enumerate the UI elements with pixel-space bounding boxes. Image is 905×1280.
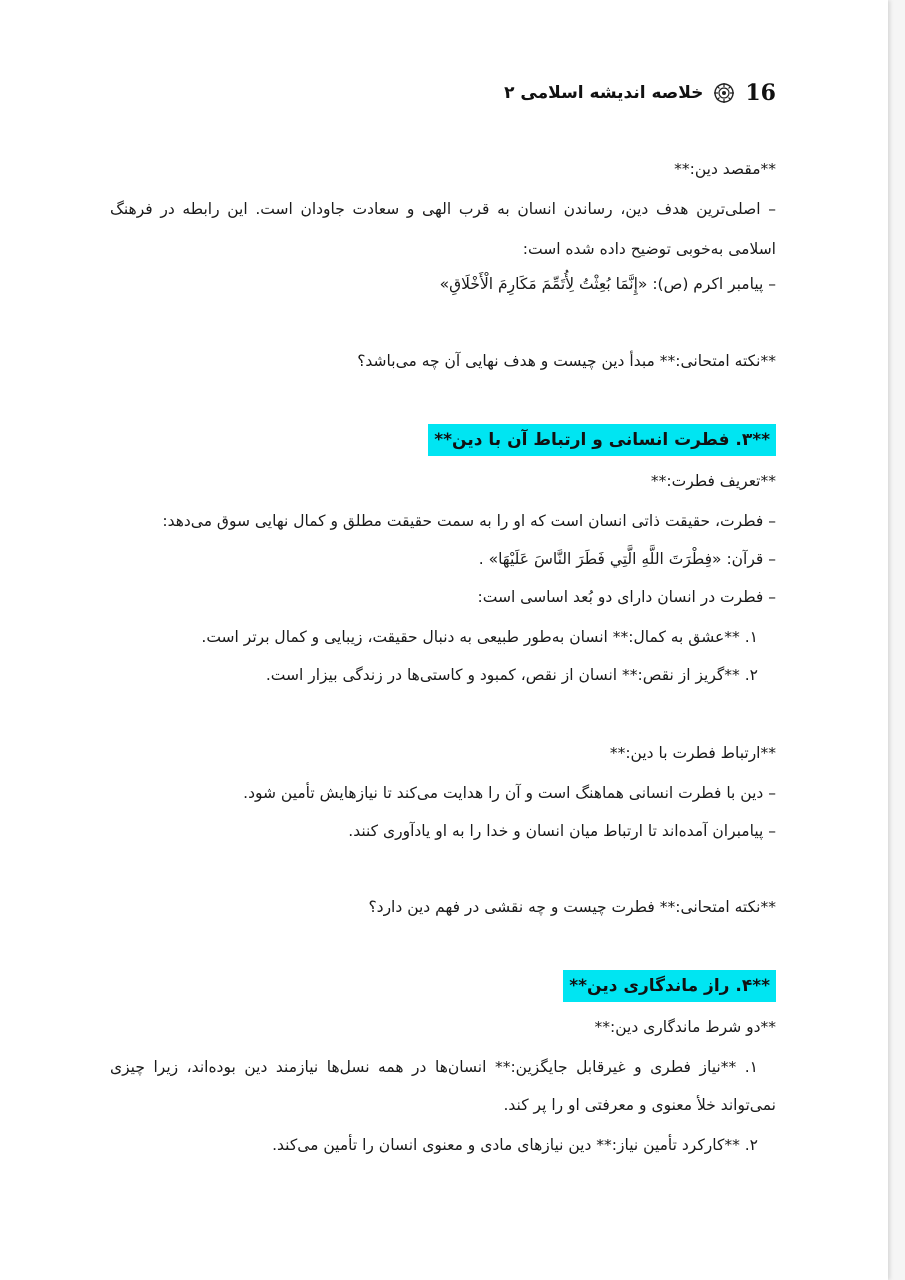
exam-note: **نکته امتحانی:** مبدأ دین چیست و هدف نهایی آن چه می‌باشد؟ <box>357 352 776 370</box>
list-item: ۲. **گریز از نقص:** انسان از نقص، کمبود و کاستی‌ها در زندگی بیزار است. <box>265 666 758 684</box>
paragraph-line: اسلامی به‌خوبی توضیح داده شده است: <box>522 240 776 258</box>
section-heading-fitrat: **۳. فطرت انسانی و ارتباط آن با دین** <box>428 424 776 456</box>
list-item: ۱. **نیاز فطری و غیرقابل جایگزین:** انسان‌ها در همه نسل‌ها نیازمند دین بوده‌اند، زیرا چیزی <box>110 1058 758 1076</box>
page-number: 16 <box>745 80 776 106</box>
list-item: ۲. **کارکرد تأمین نیاز:** دین نیازهای مادی و معنوی انسان را تأمین می‌کند. <box>272 1136 758 1154</box>
quran-verse: – قرآن: «فِطْرَتَ اللَّهِ الَّتِي فَطَرَ النَّاسَ عَلَيْهَا» . <box>478 550 776 568</box>
list-item-continuation: نمی‌تواند خلأ معنوی و معرفتی او را پر کند. <box>503 1096 776 1114</box>
relation-label: **ارتباط فطرت با دین:** <box>609 744 776 762</box>
section-heading-survival: **۴. راز ماندگاری دین** <box>563 970 776 1002</box>
ornament-icon <box>713 82 735 104</box>
exam-note: **نکته امتحانی:** فطرت چیست و چه نقشی در فهم دین دارد؟ <box>368 898 776 916</box>
book-title: خلاصه اندیشه اسلامی ۲ <box>504 83 704 103</box>
paragraph-line: – فطرت در انسان دارای دو بُعد اساسی است: <box>477 588 776 606</box>
definition-label: **تعریف فطرت:** <box>650 472 776 490</box>
conditions-label: **دو شرط ماندگاری دین:** <box>594 1018 776 1036</box>
list-item: ۱. **عشق به کمال:** انسان به‌طور طبیعی به دنبال حقیقت، زیبایی و کمال برتر است. <box>201 628 758 646</box>
paragraph-line: – اصلی‌ترین هدف دین، رساندن انسان به قرب الهی و سعادت جاودان است. این رابطه در فرهنگ <box>110 200 776 218</box>
hadith-quote: – پیامبر اکرم (ص): «إِنَّمَا بُعِثْتُ لِأُتَمِّمَ مَكَارِمَ الْأَخْلَاقِ» <box>439 275 776 293</box>
paragraph-line: – دین با فطرت انسانی هماهنگ است و آن را هدایت می‌کند تا نیازهایش تأمین شود. <box>243 784 776 802</box>
section-label-purpose: **مقصد دین:** <box>674 160 776 178</box>
paragraph-line: – فطرت، حقیقت ذاتی انسان است که او را به سمت حقیقت مطلق و کمال نهایی سوق می‌دهد: <box>162 512 776 530</box>
paragraph-line: – پیامبران آمده‌اند تا ارتباط میان انسان و خدا را به او یادآوری کنند. <box>348 822 776 840</box>
page-header <box>504 80 776 106</box>
